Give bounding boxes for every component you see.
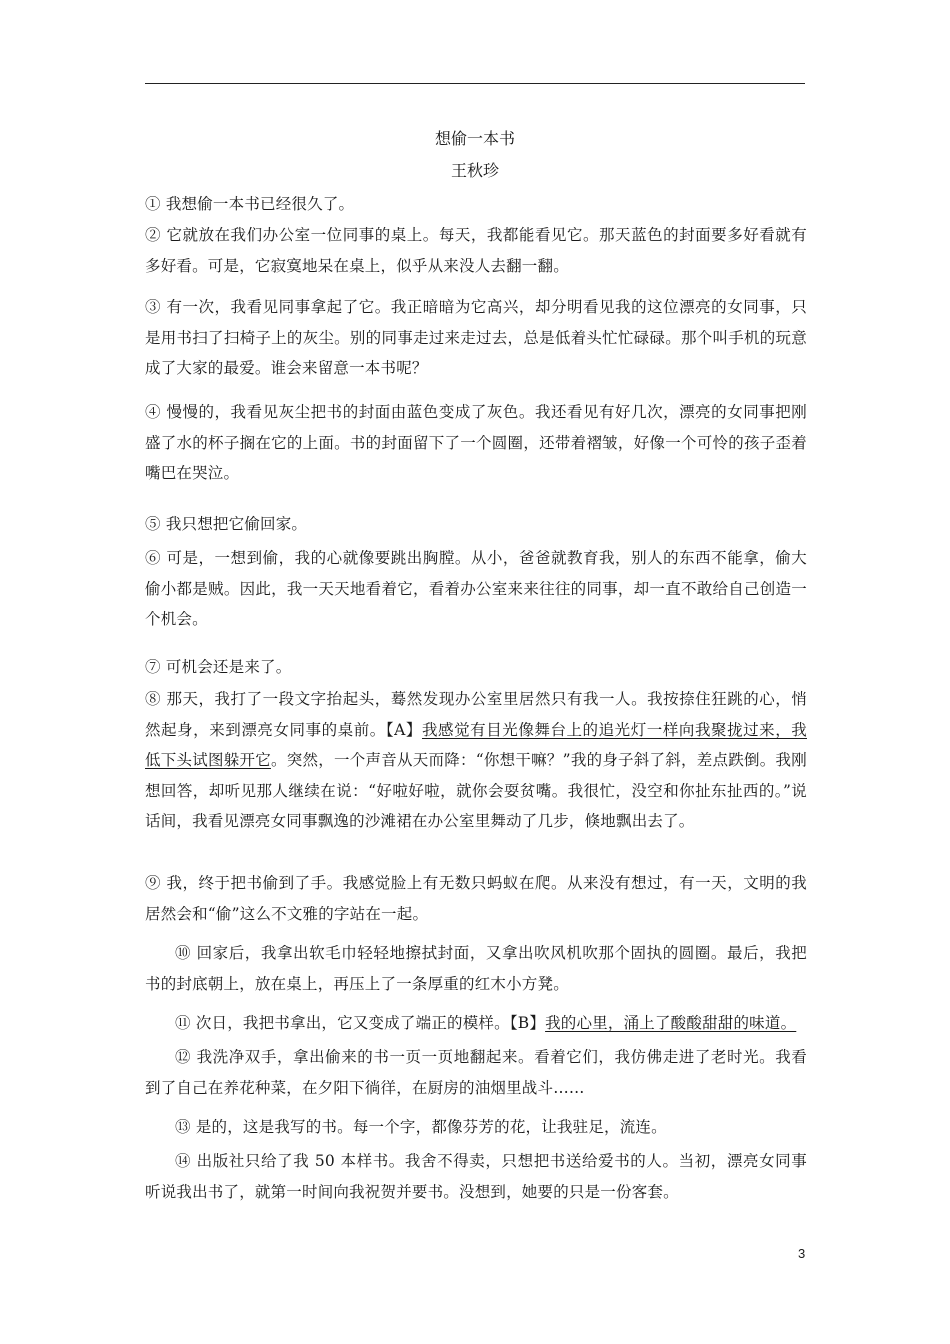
paragraph-5: ⑤ 我只想把它偷回家。: [145, 515, 308, 533]
paragraph-4: ④ 慢慢的，我看见灰尘把书的封面由蓝色变成了灰色。我还看见有好几次，漂亮的女同事把刚盛了水的杯子搁在它的上面。书的封面留下了一个圆圈，还带着褶皱，好像一个可怜的孩子歪着嘴巴在哭泣。: [145, 403, 807, 482]
paragraph-12: ⑫ 我洗净双手，拿出偷来的书一页一页地翻起来。看着它们，我仿佛走进了老时光。我看到了自己在养花种菜，在夕阳下徜徉，在厨房的油烟里战斗……: [145, 1048, 807, 1097]
paragraph-13: ⑬ 是的，这是我写的书。每一个字，都像芬芳的花，让我驻足，流连。: [175, 1118, 667, 1136]
paragraph-11-text: ⑪ 次日，我把书拿出，它又变成了端正的模样。【B】: [175, 1014, 546, 1032]
paragraph-11: [145, 1008, 807, 1039]
paragraph-1: ① 我想偷一本书已经很久了。: [145, 195, 355, 213]
paragraph-14: ⑭ 出版社只给了我 50 本样书。我舍不得卖，只想把书送给爱书的人。当初，漂亮女同事听说我出书了，就第一时间向我祝贺并要书。没想到，她要的只是一份客套。: [145, 1152, 807, 1201]
underlined-sentence-a: 我感觉有目光像舞台上的追光灯一样向我聚拢过来，我低下头试图躲开它: [145, 720, 807, 769]
paragraph-8: [145, 684, 807, 837]
header-rule: [145, 83, 805, 84]
paragraph-8-text-b: 。突然，一个声音从天而降：“你想干嘛？”我的身子斜了斜，差点跌倒。我刚想回答，却听见那人继续在说：“好啦好啦，就你会耍贫嘴。我很忙，没空和你扯东扯西的。”说话间，我看见漂亮女同事飘逸的沙滩裙在办公室里舞动了几步，倏地飘出去了。: [145, 751, 807, 830]
essay-title: 想偷一本书: [434, 129, 515, 148]
paragraph-6: ⑥ 可是，一想到偷，我的心就像要跳出胸膛。从小，爸爸就教育我，别人的东西不能拿，偷大偷小都是贼。因此，我一天天地看着它，看着办公室来来往往的同事，却一直不敢给自己创造一个机会。: [145, 549, 807, 628]
essay-author: 王秋珍: [450, 161, 499, 180]
paragraph-3: ③ 有一次，我看见同事拿起了它。我正暗暗为它高兴，却分明看见我的这位漂亮的女同事，只是用书扫了扫椅子上的灰尘。别的同事走过来走过去，总是低着头忙忙碌碌。那个叫手机的玩意成了大家的最爱。谁会来留意一本书呢？: [145, 298, 807, 377]
underlined-sentence-b: 我的心里，涌上了酸酸甜甜的味道。: [545, 1014, 797, 1032]
paragraph-9: ⑨ 我，终于把书偷到了手。我感觉脸上有无数只蚂蚁在爬。从来没有想过，有一天，文明的我居然会和“偷”这么不文雅的字站在一起。: [145, 874, 807, 923]
page-number: 3: [798, 1246, 806, 1261]
paragraph-2: ② 它就放在我们办公室一位同事的桌上。每天，我都能看见它。那天蓝色的封面要多好看就有多好看。可是，它寂寞地呆在桌上，似乎从来没人去翻一翻。: [145, 226, 807, 275]
paragraph-10: ⑩ 回家后，我拿出软毛巾轻轻地擦拭封面，又拿出吹风机吹那个固执的圆圈。最后，我把书的封底朝上，放在桌上，再压上了一条厚重的红木小方凳。: [145, 944, 807, 993]
paragraph-7: ⑦ 可机会还是来了。: [145, 658, 292, 676]
paragraph-8-text-a: ⑧ 那天，我打了一段文字抬起头，蓦然发现办公室里居然只有我一人。我按捺住狂跳的心，悄然起身，来到漂亮女同事的桌前。【A】: [145, 690, 807, 739]
